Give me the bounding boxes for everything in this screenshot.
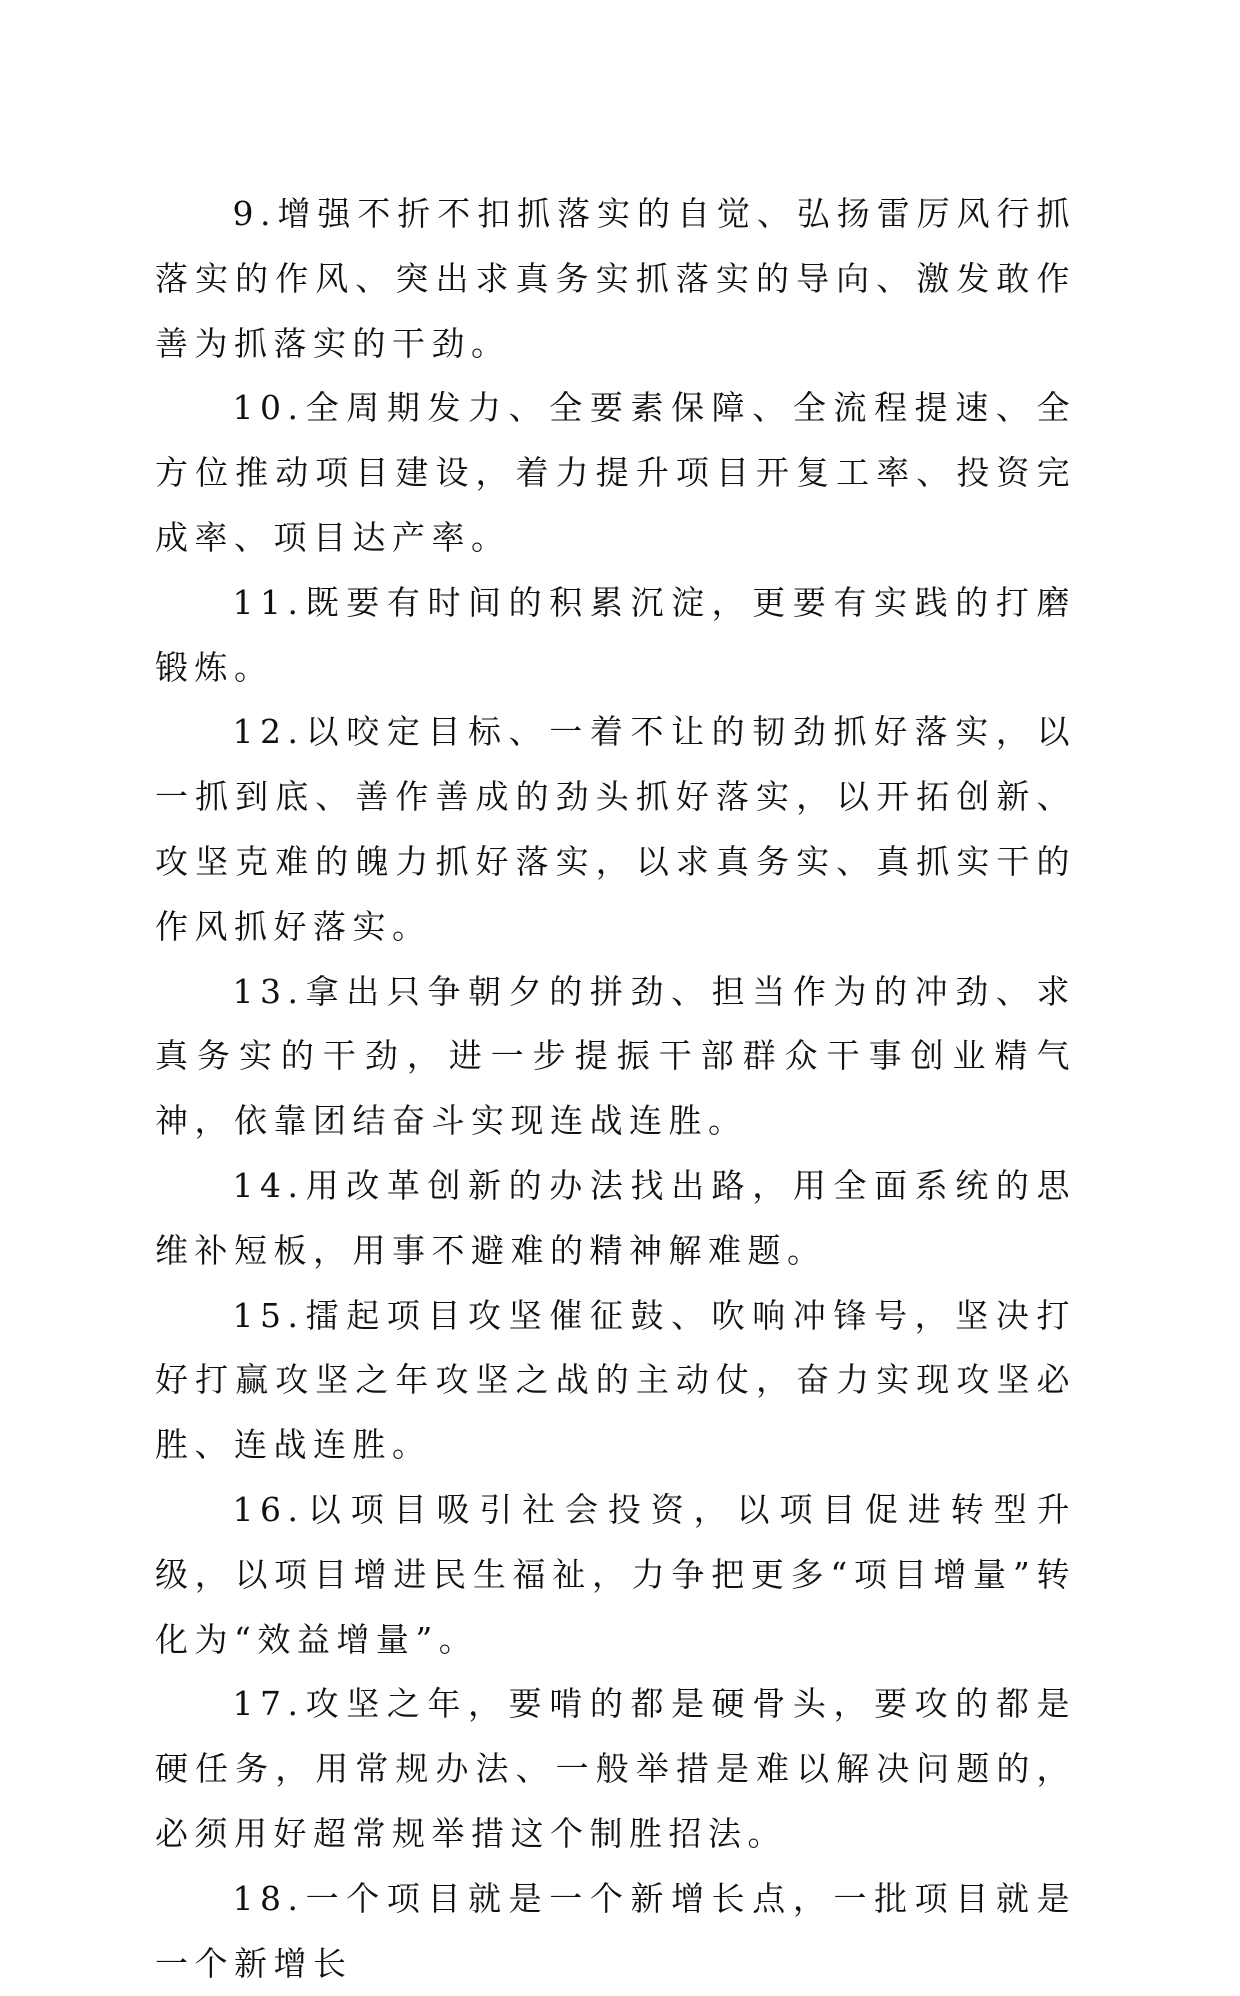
paragraph-12: 12.以咬定目标、一着不让的韧劲抓好落实，以一抓到底、善作善成的劲头抓好落实，以开拓创新、攻坚克难的魄力抓好落实，以求真务实、真抓实干的作风抓好落实。: [155, 712, 1076, 946]
paragraph-14: 14.用改革创新的办法找出路，用全面系统的思维补短板，用事不避难的精神解难题。: [155, 1165, 1076, 1270]
paragraph-11: 11.既要有时间的积累沉淀，更要有实践的打磨锻炼。: [155, 582, 1076, 687]
paragraph-16: 16.以项目吸引社会投资，以项目促进转型升级，以项目增进民生福祉，力争把更多“项目增量”转化为“效益增量”。: [155, 1489, 1076, 1659]
paragraph-9: 9.增强不折不扣抓落实的自觉、弘扬雷厉风行抓落实的作风、突出求真务实抓落实的导向、激发敢作善为抓落实的干劲。: [155, 194, 1076, 363]
paragraph-15: 15.擂起项目攻坚催征鼓、吹响冲锋号，坚决打好打赢攻坚之年攻坚之战的主动仗，奋力实现攻坚必胜、连战连胜。: [155, 1295, 1076, 1465]
paragraph-18: 18.一个项目就是一个新增长点，一批项目就是一个新增长: [155, 1878, 1076, 1983]
paragraph-10: 10.全周期发力、全要素保障、全流程提速、全方位推动项目建设，着力提升项目开复工率、投资完成率、项目达产率。: [155, 388, 1076, 557]
paragraph-13: 13.拿出只争朝夕的拼劲、担当作为的冲劲、求真务实的干劲，进一步提振干部群众干事创业精气神，依靠团结奋斗实现连战连胜。: [155, 971, 1076, 1141]
document-body: [155, 182, 1076, 1996]
paragraph-17: 17.攻坚之年，要啃的都是硬骨头，要攻的都是硬任务，用常规办法、一般举措是难以解决问题的，必须用好超常规举措这个制胜招法。: [155, 1684, 1076, 1853]
